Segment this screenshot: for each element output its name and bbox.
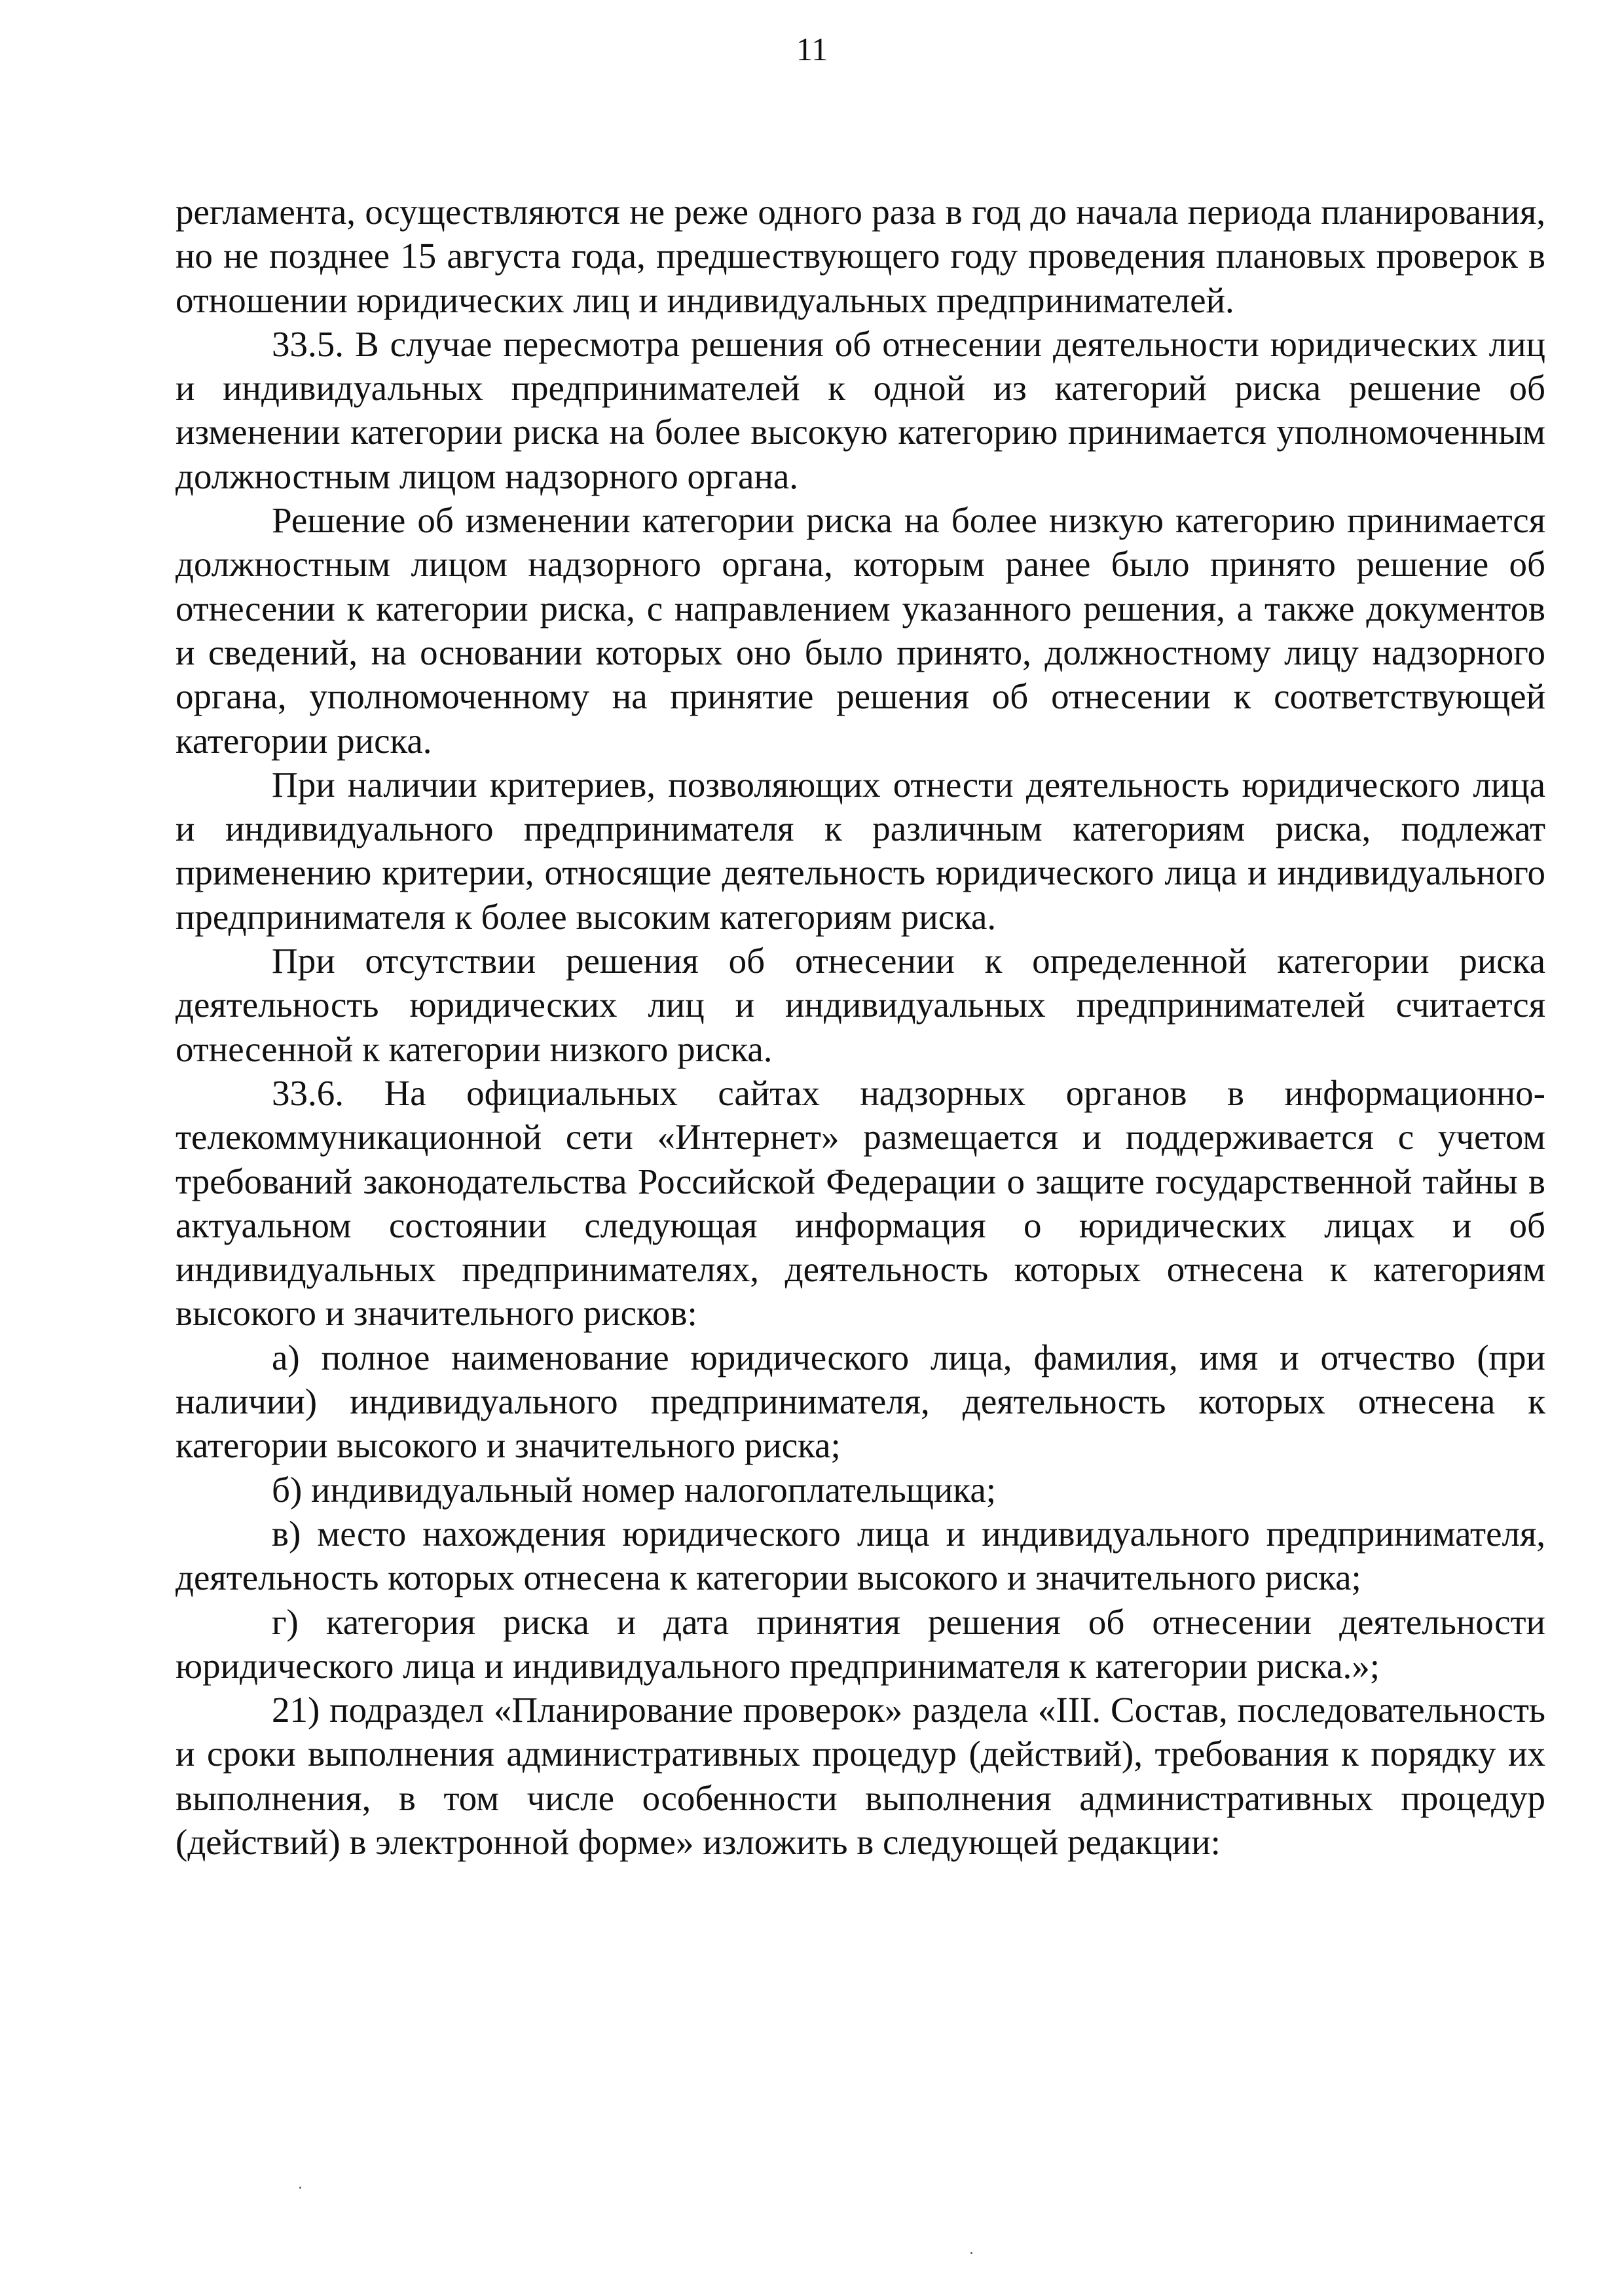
page-number: 11 <box>796 31 828 67</box>
paragraph-continuation: регламента, осуществляются не реже одного раза в год до начала периода планирования, но не позднее 15 августа года, предшествующего году проведения плановых проверок в отношении юридических лиц и индивидуальных предпринимателей. <box>175 192 1545 320</box>
document-body <box>175 190 1545 1864</box>
paragraph-multiple-criteria: При наличии критериев, позволяющих отнести деятельность юридического лица и индивидуального предпринимателя к различным категориям риска, подлежат применению критерии, относящие деятельность юридического лица и индивидуального предпринимателя к более высоким категориям риска. <box>175 764 1545 937</box>
paragraph-33-6: 33.6. На официальных сайтах надзорных органов в информационно-телекоммуникационной сети «Интернет» размещается и поддерживается с учетом требований законодательства Российской Федерации о защите государственной тайны в актуальном состоянии следующая информация о юридических лицах и об индивидуальных предпринимателях, деятельность которых отнесена к категориям высокого и значительного рисков: <box>175 1072 1545 1334</box>
list-item-v: в) место нахождения юридического лица и индивидуального предпринимателя, деятельность которых отнесена к категории высокого и значительного риска; <box>175 1513 1545 1598</box>
scan-speck <box>299 2187 301 2189</box>
scan-speck <box>970 2252 972 2254</box>
paragraph-33-5: 33.5. В случае пересмотра решения об отнесении деятельности юридических лиц и индивидуальных предпринимателей к одной из категорий риска решение об изменении категории риска на более высокую категорию принимается уполномоченным должностным лицом надзорного органа. <box>175 323 1545 496</box>
list-item-b: б) индивидуальный номер налогоплательщика; <box>272 1469 997 1510</box>
paragraph-risk-lowering: Решение об изменении категории риска на более низкую категорию принимается должностным лицом надзорного органа, которым ранее было принято решение об отнесении к категории риска, с направлением указанного решения, а также документов и сведений, на основании которых оно было принято, должностному лицу надзорного органа, уполномоченному на принятие решения об отнесении к соответствующей категории риска. <box>175 500 1545 761</box>
paragraph-no-decision: При отсутствии решения об отнесении к определенной категории риска деятельность юридических лиц и индивидуальных предпринимателей считается отнесенной к категории низкого риска. <box>175 941 1545 1069</box>
paragraph-item-21: 21) подраздел «Планирование проверок» раздела «III. Состав, последовательность и сроки выполнения административных процедур (действий), требования к порядку их выполнения, в том числе особенности выполнения административных процедур (действий) в электронной форме» изложить в следующей редакции: <box>175 1690 1545 1862</box>
list-item-g: г) категория риска и дата принятия решения об отнесении деятельности юридического лица и индивидуального предпринимателя к категории риска.»; <box>175 1601 1545 1686</box>
list-item-a: а) полное наименование юридического лица, фамилия, имя и отчество (при наличии) индивидуального предпринимателя, деятельность которых отнесена к категории высокого и значительного риска; <box>175 1337 1545 1466</box>
